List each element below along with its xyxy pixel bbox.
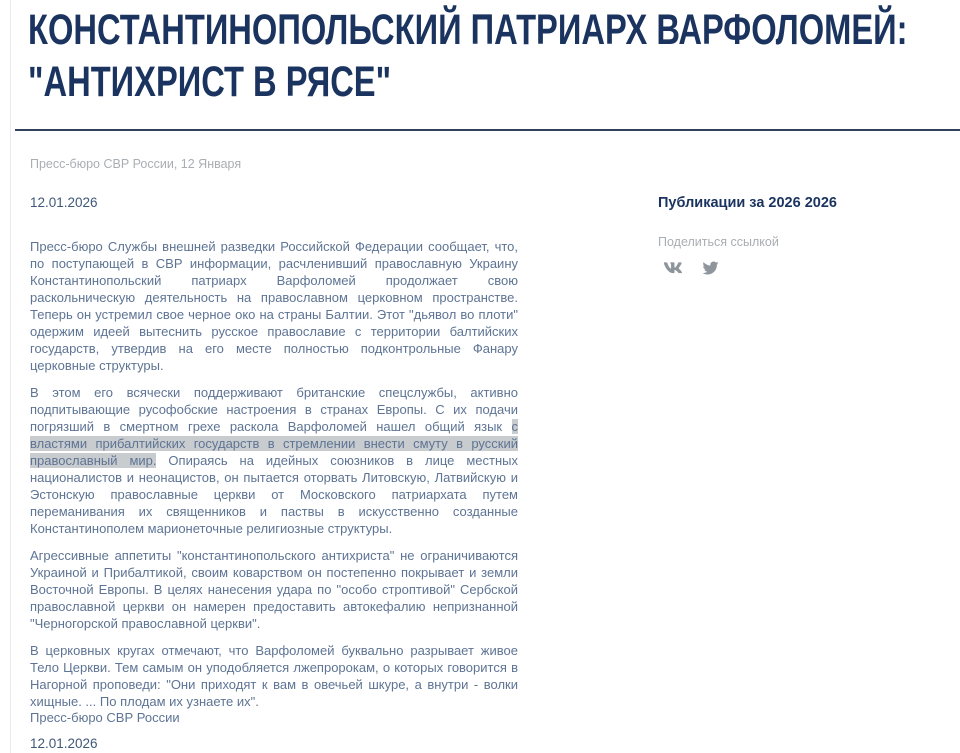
paragraph-3: Агрессивные аппетиты "константинопольского антихриста" не ограничиваются Украиной и Прибалтикой, своим коварством он постепенно покрывает и земли Восточной Европы. В целях нанесения удара по "особо строптивой" Сербской православной церкви он намерен предоставить автокефалию непризнанной "Черногорской православной церкви". bbox=[30, 548, 518, 631]
twitter-icon[interactable] bbox=[701, 260, 720, 276]
left-border bbox=[10, 0, 11, 753]
paragraph-2-text: Опираясь на идейных союзников в лице местных националистов и неонацистов, он пытается оторвать Литовскую, Латвийскую и Эстонскую православные церкви от Московского патриархата путем переманивания их священников и паствы в искусственно созданные Константинополем марионеточные религиозные структуры. bbox=[30, 453, 518, 536]
paragraph-1: Пресс-бюро Службы внешней разведки Российской Федерации сообщает, что, по поступающей в СВР информации, расчленивший православную Украину Константинопольский патриарх Варфоломей продолжает свою раскольническую деятельность на православном церковном пространстве. Теперь он устремил свое черное око на страны Балтии. Этот "дьявол во плоти" одержим идеей вытеснить русское православие с территории балтийских государств, утвердив на его месте полностью подконтрольные Фанару церковные структуры. bbox=[30, 239, 518, 373]
page-title-line2: "АНТИХРИСТ В РЯСЕ" bbox=[28, 58, 392, 106]
share-label: Поделиться ссылкой bbox=[658, 235, 779, 249]
vk-icon[interactable] bbox=[658, 259, 687, 277]
title-divider bbox=[15, 129, 960, 131]
publications-year-heading[interactable]: Публикации за 2026 2026 bbox=[658, 195, 837, 211]
paragraph-2-text: В этом его всячески поддерживают британские спецслужбы, активно подпитывающие русофобские настроения в странах Европы. С их подачи погрязший в смертном грехе раскола Варфоломей нашел общий язык bbox=[30, 385, 518, 434]
selected-text-highlight: с властями прибалтийских государств в стремлении внести смуту в русский православный мир. bbox=[30, 419, 518, 468]
page-title-line1: КОНСТАНТИНОПОЛЬСКИЙ ПАТРИАРХ ВАРФОЛОМЕЙ: bbox=[28, 6, 908, 54]
page-title bbox=[28, 4, 908, 108]
paragraph-4: В церковных кругах отмечают, что Варфоломей буквально разрывает живое Тело Церкви. Тем самым он уподобляется лжепророкам, о которых говорится в Нагорной проповеди: "Они приходят к вам в овечьей шкуре, а внутри - волки хищные. ... По плодам их узнаете их". bbox=[30, 643, 518, 709]
footer-author: Пресс-бюро СВР России bbox=[30, 710, 180, 725]
share-icons bbox=[658, 259, 938, 277]
footer-date: 12.01.2026 bbox=[30, 736, 98, 751]
publish-date: 12.01.2026 bbox=[30, 195, 98, 210]
article-body bbox=[30, 238, 518, 720]
paragraph-2 bbox=[30, 384, 518, 537]
byline: Пресс-бюро СВР России, 12 Января bbox=[30, 157, 242, 171]
sidebar bbox=[658, 195, 938, 277]
